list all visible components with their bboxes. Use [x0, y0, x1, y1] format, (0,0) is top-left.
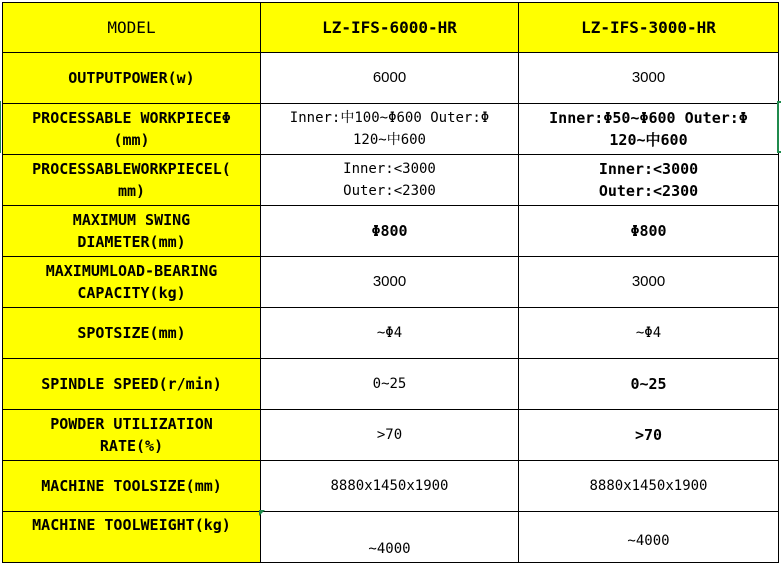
row-label-line: MAXIMUMLOAD-BEARING — [45, 262, 218, 280]
value-text: 8880x1450x1900 — [330, 478, 449, 494]
selection-right-edge — [777, 101, 781, 153]
row-label-cell[interactable] — [3, 155, 261, 206]
table-row — [3, 104, 779, 155]
value-cell[interactable] — [261, 512, 519, 563]
value-line: Outer:<2300 — [598, 182, 699, 200]
value-text: Φ800 — [371, 222, 408, 240]
value-text: 6000 — [372, 69, 407, 86]
row-label-line: POWDER UTILIZATION — [50, 415, 213, 433]
header-model-2-cell[interactable] — [519, 3, 779, 53]
row-label-line: mm) — [117, 182, 146, 200]
value-cell[interactable] — [519, 206, 779, 257]
row-label-line: RATE(%) — [99, 437, 164, 455]
selection-left-edge — [0, 101, 1, 153]
table-row — [3, 206, 779, 257]
value-text: >70 — [634, 426, 663, 444]
value-line: Inner:Φ50~Φ600 Outer:Φ — [549, 109, 748, 127]
row-label: OUTPUTPOWER(w) — [68, 69, 195, 87]
row-label-cell[interactable] — [3, 461, 261, 512]
value-text: 3000 — [372, 273, 407, 290]
value-line: 120~中600 — [609, 131, 688, 149]
row-label: MACHINE TOOLWEIGHT(kg) — [32, 516, 231, 534]
table-row — [3, 461, 779, 512]
row-label-line: CAPACITY(kg) — [77, 284, 186, 302]
value-cell[interactable] — [261, 410, 519, 461]
value-cell[interactable] — [261, 206, 519, 257]
header-label-cell[interactable] — [3, 3, 261, 53]
value-cell[interactable] — [519, 257, 779, 308]
row-label: SPINDLE SPEED(r/min) — [41, 375, 222, 393]
value-cell[interactable] — [519, 410, 779, 461]
spec-table — [2, 2, 779, 563]
value-text: 0~25 — [372, 376, 407, 392]
value-cell[interactable] — [261, 359, 519, 410]
table-row — [3, 359, 779, 410]
value-cell[interactable] — [261, 53, 519, 104]
value-text: ~4000 — [368, 541, 411, 557]
row-label-line: MAXIMUM SWING — [72, 211, 191, 229]
table-row — [3, 512, 779, 563]
value-text: ~Φ4 — [635, 325, 662, 341]
value-cell[interactable] — [261, 257, 519, 308]
table-row — [3, 53, 779, 104]
row-label-cell[interactable] — [3, 104, 261, 155]
row-label-cell[interactable] — [3, 206, 261, 257]
table-row — [3, 257, 779, 308]
header-model-2: LZ-IFS-3000-HR — [581, 17, 716, 37]
row-label-cell[interactable] — [3, 410, 261, 461]
value-line: 120~中600 — [352, 132, 426, 148]
value-cell[interactable] — [261, 461, 519, 512]
row-label: MACHINE TOOLSIZE(mm) — [41, 477, 222, 495]
value-text: ~4000 — [627, 533, 670, 549]
table-row — [3, 155, 779, 206]
value-cell[interactable] — [261, 104, 519, 155]
value-text: >70 — [376, 427, 403, 443]
value-cell[interactable] — [519, 155, 779, 206]
value-cell[interactable] — [519, 512, 779, 563]
row-label-cell[interactable] — [3, 257, 261, 308]
header-label: MODEL — [107, 17, 156, 37]
value-text: 3000 — [631, 69, 666, 86]
row-label-cell[interactable] — [3, 308, 261, 359]
table-row — [3, 308, 779, 359]
value-text: ~Φ4 — [376, 325, 403, 341]
value-text: 3000 — [631, 273, 666, 290]
row-label-line: PROCESSABLE WORKPIECEΦ — [32, 109, 231, 127]
value-cell[interactable] — [519, 308, 779, 359]
row-label: SPOTSIZE(mm) — [77, 324, 186, 342]
row-label-cell[interactable] — [3, 359, 261, 410]
table-row — [3, 410, 779, 461]
value-cell[interactable] — [519, 104, 779, 155]
value-line: Outer:<2300 — [343, 183, 436, 199]
value-cell[interactable] — [519, 461, 779, 512]
value-text: 0~25 — [630, 375, 667, 393]
row-label-line: (mm) — [113, 131, 150, 149]
header-row — [3, 3, 779, 53]
value-line: Inner:中100~Φ600 Outer:Φ — [289, 110, 490, 126]
header-model-1-cell[interactable] — [261, 3, 519, 53]
cell-comment-marker — [259, 510, 265, 516]
row-label-cell[interactable] — [3, 512, 261, 563]
row-label-line: DIAMETER(mm) — [77, 233, 186, 251]
value-line: Inner:<3000 — [343, 161, 436, 177]
value-cell[interactable] — [519, 359, 779, 410]
header-model-1: LZ-IFS-6000-HR — [322, 17, 457, 37]
row-label-line: PROCESSABLEWORKPIECEL( — [32, 160, 231, 178]
value-cell[interactable] — [261, 308, 519, 359]
value-text: Φ800 — [630, 222, 667, 240]
value-text: 8880x1450x1900 — [589, 478, 708, 494]
value-line: Inner:<3000 — [598, 160, 699, 178]
row-label-cell[interactable] — [3, 53, 261, 104]
value-cell[interactable] — [519, 53, 779, 104]
value-cell[interactable] — [261, 155, 519, 206]
